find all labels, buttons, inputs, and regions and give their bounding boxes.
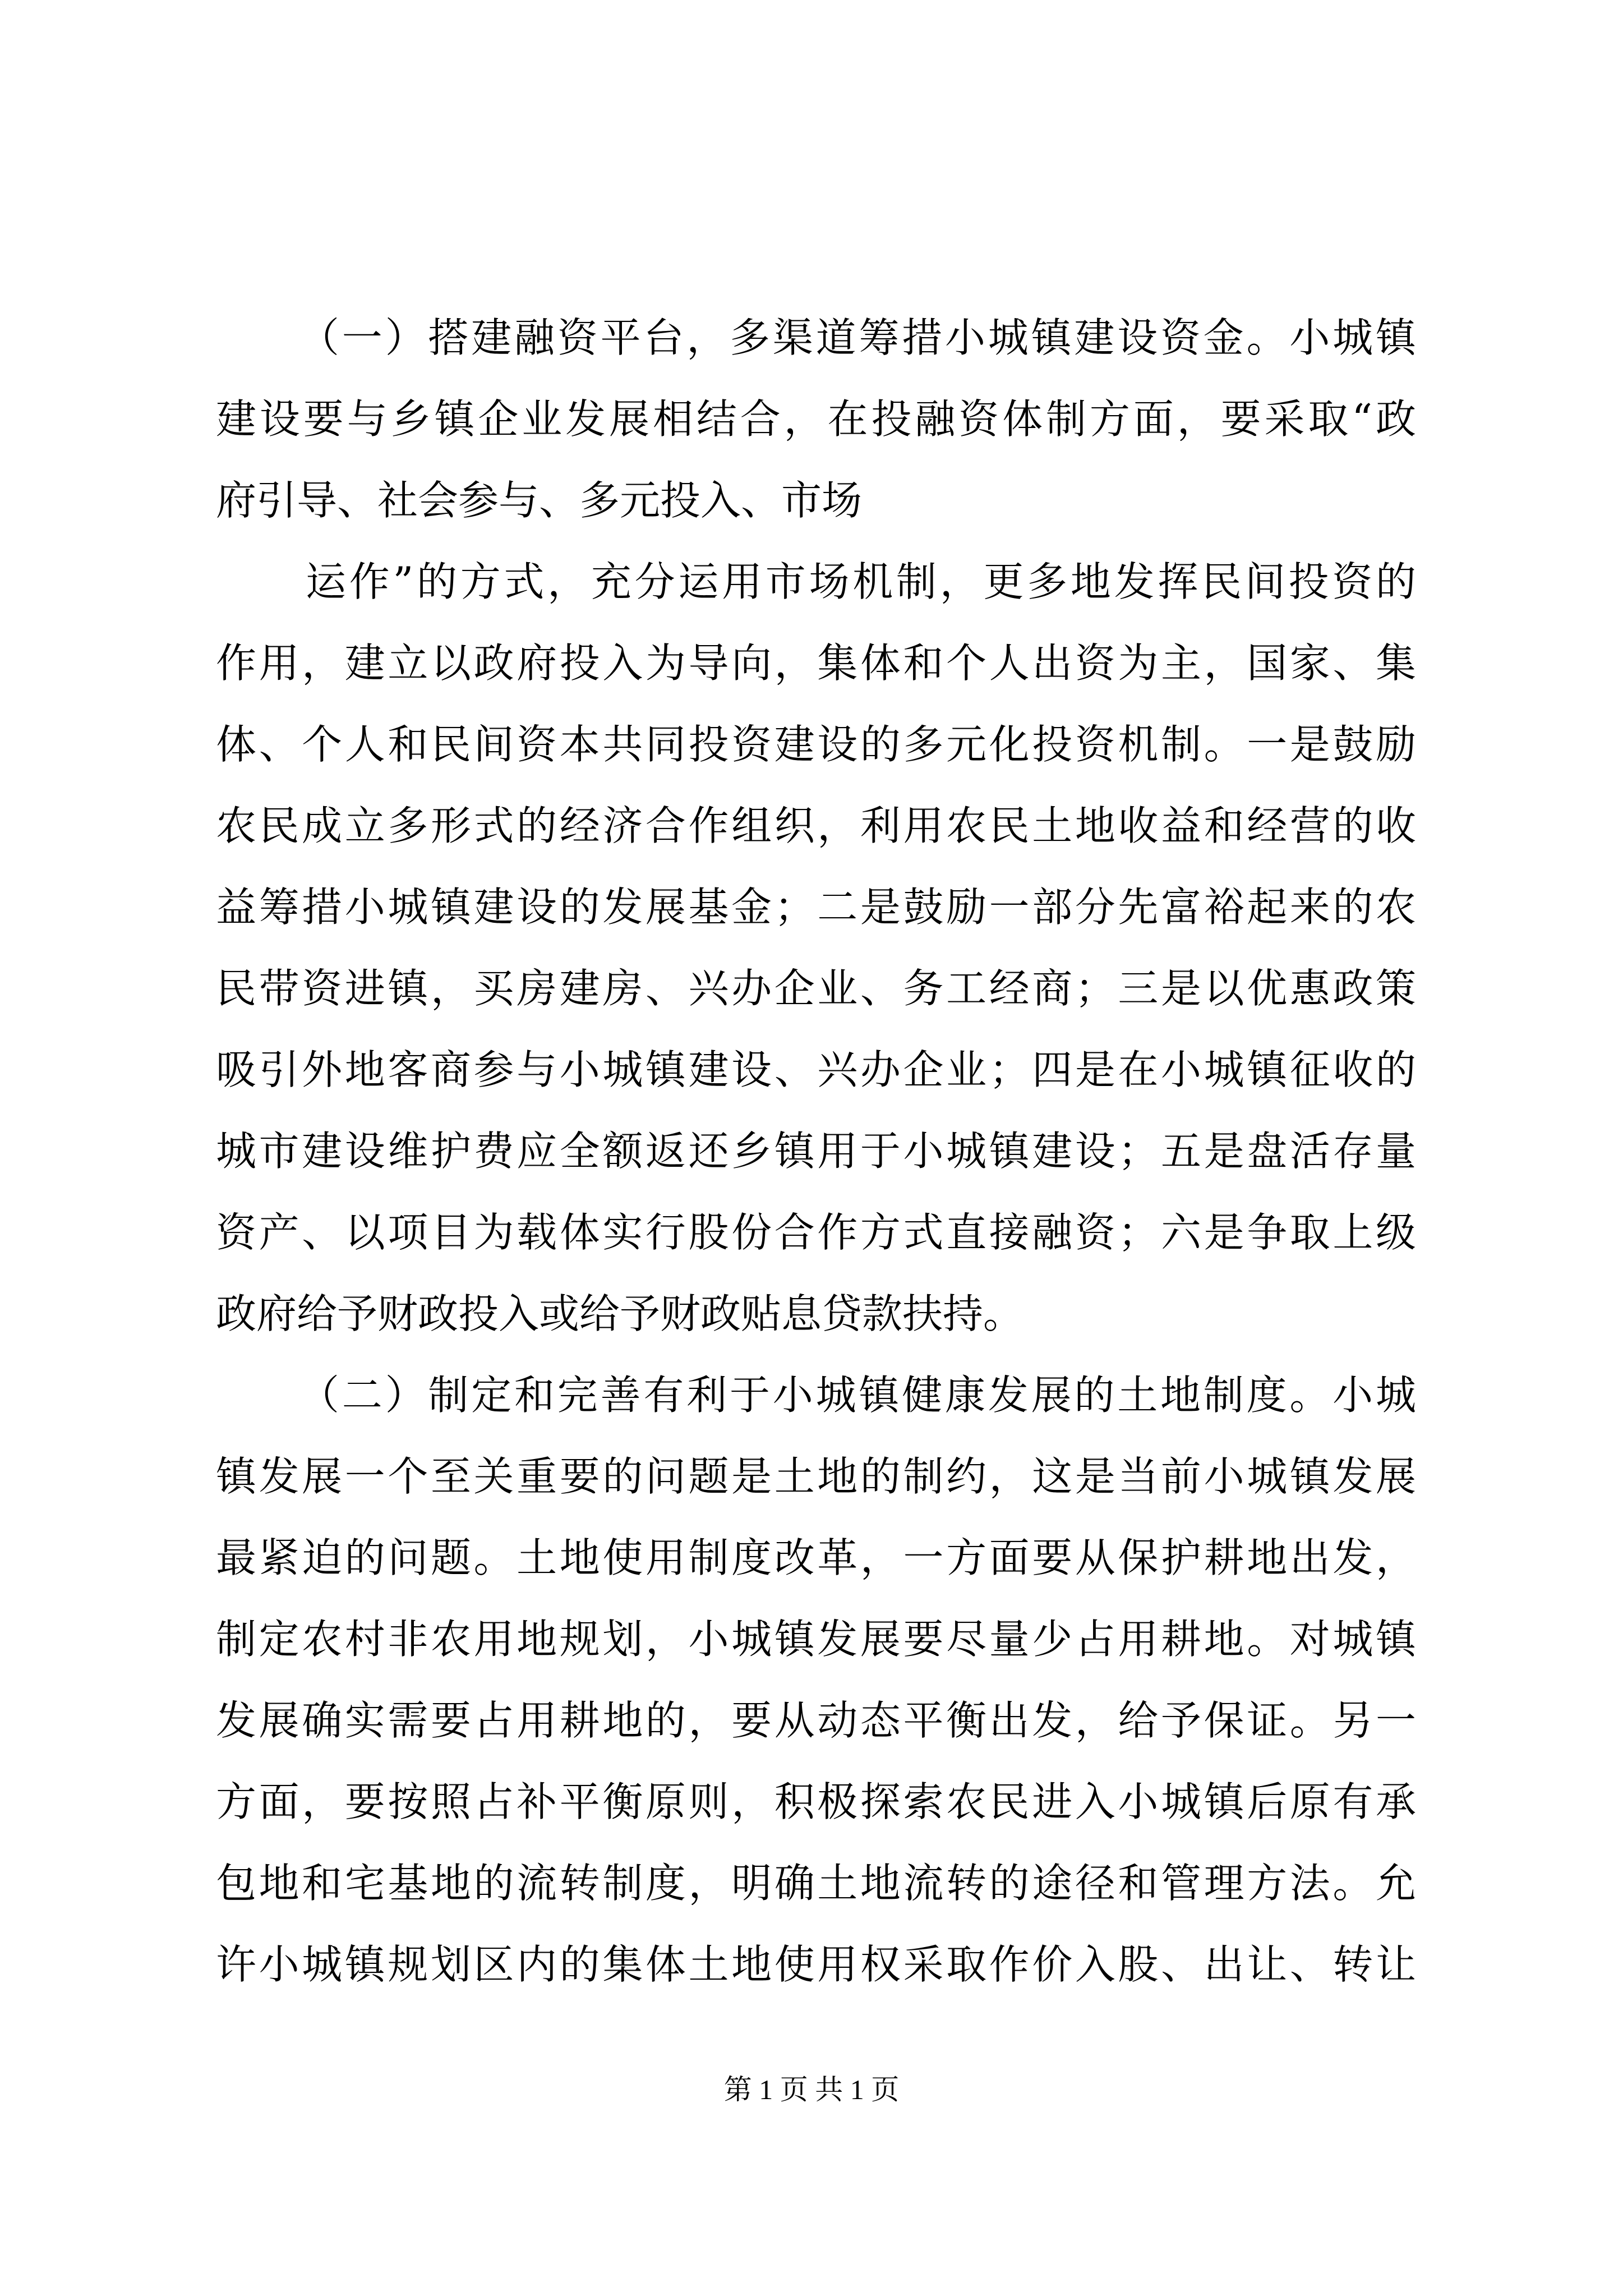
text-line: 包地和宅基地的流转制度，明确土地流转的途径和管理方法。允: [216, 1860, 1416, 1907]
text-line: 方面，要按照占补平衡原则，积极探索农民进入小城镇后原有承: [216, 1778, 1416, 1825]
text-line: 建设要与乡镇企业发展相结合，在投融资体制方面，要采取“政: [216, 395, 1416, 443]
text-line: 体、个人和民间资本共同投资建设的多元化投资机制。一是鼓励: [216, 721, 1416, 768]
paragraph-financing-platform: [216, 297, 1416, 541]
text-line: （二）制定和完善有利于小城镇健康发展的土地制度。小城: [299, 1372, 1416, 1419]
text-line: 农民成立多形式的经济合作组织，利用农民土地收益和经营的收: [216, 802, 1416, 849]
text-line: （一）搭建融资平台，多渠道筹措小城镇建设资金。小城镇: [299, 314, 1416, 361]
text-line: 发展确实需要占用耕地的，要从动态平衡出发，给予保证。另一: [216, 1697, 1416, 1744]
text-line: 资产、以项目为载体实行股份合作方式直接融资；六是争取上级: [216, 1209, 1416, 1256]
document-body: [216, 297, 1416, 2005]
text-line: 最紧迫的问题。土地使用制度改革，一方面要从保护耕地出发，: [216, 1534, 1416, 1581]
text-line: 吸引外地客商参与小城镇建设、兴办企业；四是在小城镇征收的: [216, 1046, 1416, 1093]
text-line: 许小城镇规划区内的集体土地使用权采取作价入股、出让、转让: [216, 1941, 1416, 1988]
text-line: 运作”的方式，充分运用市场机制，更多地发挥民间投资的: [306, 558, 1416, 605]
text-line: 政府给予财政投入或给予财政贴息贷款扶持。: [216, 1290, 1024, 1337]
text-line: 城市建设维护费应全额返还乡镇用于小城镇建设；五是盘活存量: [216, 1128, 1416, 1175]
text-line: 民带资进镇，买房建房、兴办企业、务工经商；三是以优惠政策: [216, 965, 1416, 1012]
page-number-footer: 第 1 页 共 1 页: [723, 2074, 900, 2105]
text-line: 府引导、社会参与、多元投入、市场: [216, 477, 863, 524]
paragraph-land-system: [216, 1355, 1416, 2005]
paragraph-investment-mechanism: [216, 541, 1416, 1355]
text-line: 镇发展一个至关重要的问题是土地的制约，这是当前小城镇发展: [216, 1453, 1416, 1500]
text-line: 制定农村非农用地规划，小城镇发展要尽量少占用耕地。对城镇: [216, 1616, 1416, 1663]
text-line: 作用，建立以政府投入为导向，集体和个人出资为主，国家、集: [216, 639, 1416, 687]
text-line: 益筹措小城镇建设的发展基金；二是鼓励一部分先富裕起来的农: [216, 884, 1416, 931]
